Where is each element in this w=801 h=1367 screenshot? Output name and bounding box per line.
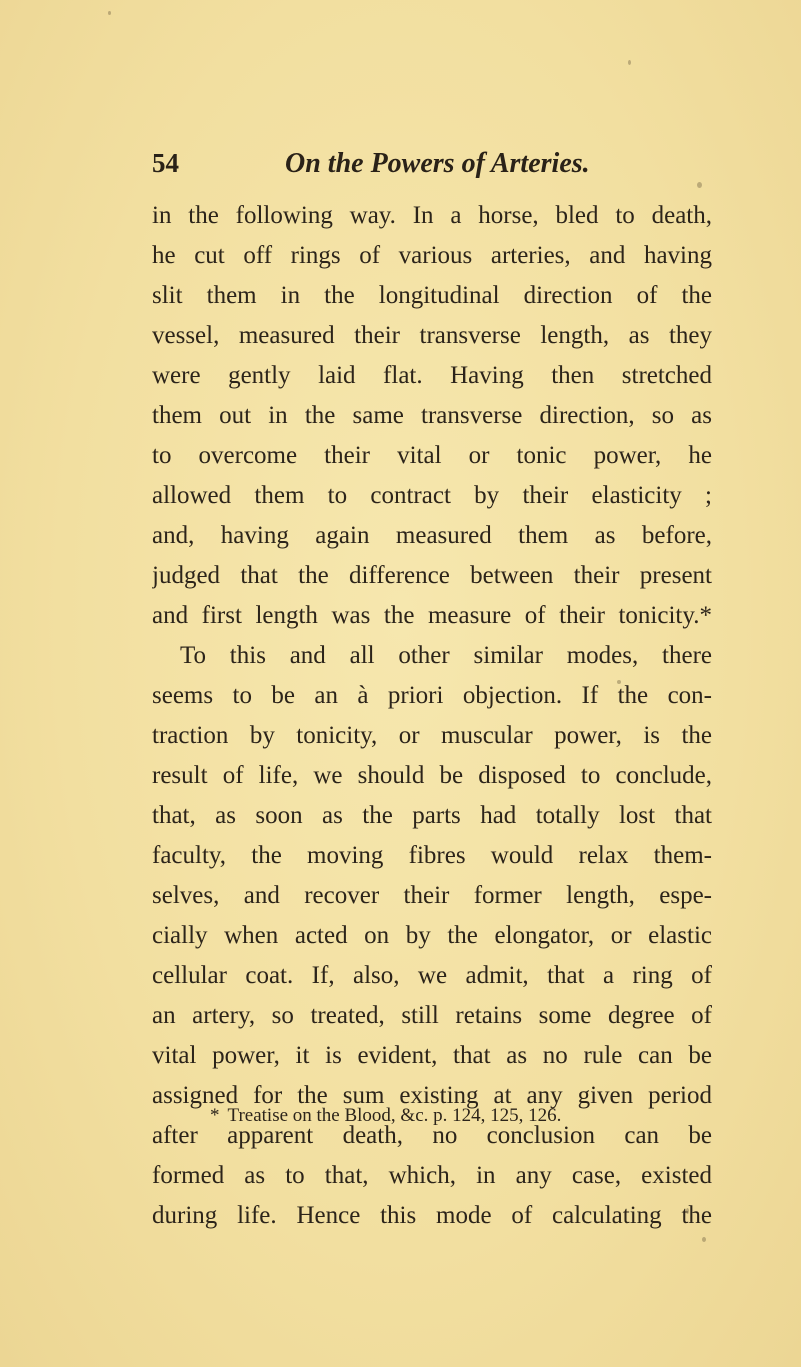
footnote-mark: * (210, 1105, 220, 1126)
text-line: faculty, the moving fibres would relax them- (152, 842, 712, 869)
text-line: judged that the difference between their present (152, 562, 712, 589)
text-line: formed as to that, which, in any case, existed (152, 1162, 712, 1189)
text-line: after apparent death, no conclusion can be (152, 1122, 712, 1149)
text-line: during life. Hence this mode of calculating the (152, 1202, 712, 1229)
text-line: that, as soon as the parts had totally lost that (152, 802, 712, 829)
text-line: an artery, so treated, still retains some degree of (152, 1002, 712, 1029)
text-line: result of life, we should be disposed to conclude, (152, 762, 712, 789)
text-line: them out in the same transverse direction, so as (152, 402, 712, 429)
page-number: 54 (152, 148, 179, 178)
text-line-paragraph-start: To this and all other similar modes, there (180, 642, 712, 669)
page-header (152, 148, 712, 192)
text-line: selves, and recover their former length, espe- (152, 882, 712, 909)
paper-speck (686, 1208, 689, 1214)
text-line: assigned for the sum existing at any given period (152, 1082, 712, 1109)
text-line: and, having again measured them as before, (152, 522, 712, 549)
footnote (210, 1105, 561, 1127)
text-line: traction by tonicity, or muscular power, is the (152, 722, 712, 749)
text-line: vital power, it is evident, that as no rule can be (152, 1042, 712, 1069)
text-line: were gently laid flat. Having then stretched (152, 362, 712, 389)
paper-speck (617, 680, 621, 684)
text-line: and first length was the measure of their tonicity.* (152, 602, 712, 629)
text-line: slit them in the longitudinal direction of the (152, 282, 712, 309)
text-line: allowed them to contract by their elasticity ; (152, 482, 712, 509)
text-line: in the following way. In a horse, bled to death, (152, 202, 712, 229)
paper-speck (702, 1237, 706, 1242)
running-title: On the Powers of Arteries. (285, 148, 590, 179)
text-line: seems to be an à priori objection. If the con- (152, 682, 712, 709)
text-line: he cut off rings of various arteries, and having (152, 242, 712, 269)
paper-speck (697, 182, 702, 188)
text-line: cellular coat. If, also, we admit, that a ring of (152, 962, 712, 989)
paper-speck (628, 60, 631, 65)
body-text (152, 196, 712, 1236)
footnote-text: Treatise on the Blood, &c. p. 124, 125, 126. (227, 1105, 562, 1126)
text-line: cially when acted on by the elongator, or elastic (152, 922, 712, 949)
text-line: vessel, measured their transverse length, as they (152, 322, 712, 349)
text-line: to overcome their vital or tonic power, he (152, 442, 712, 469)
paper-speck (108, 11, 111, 15)
